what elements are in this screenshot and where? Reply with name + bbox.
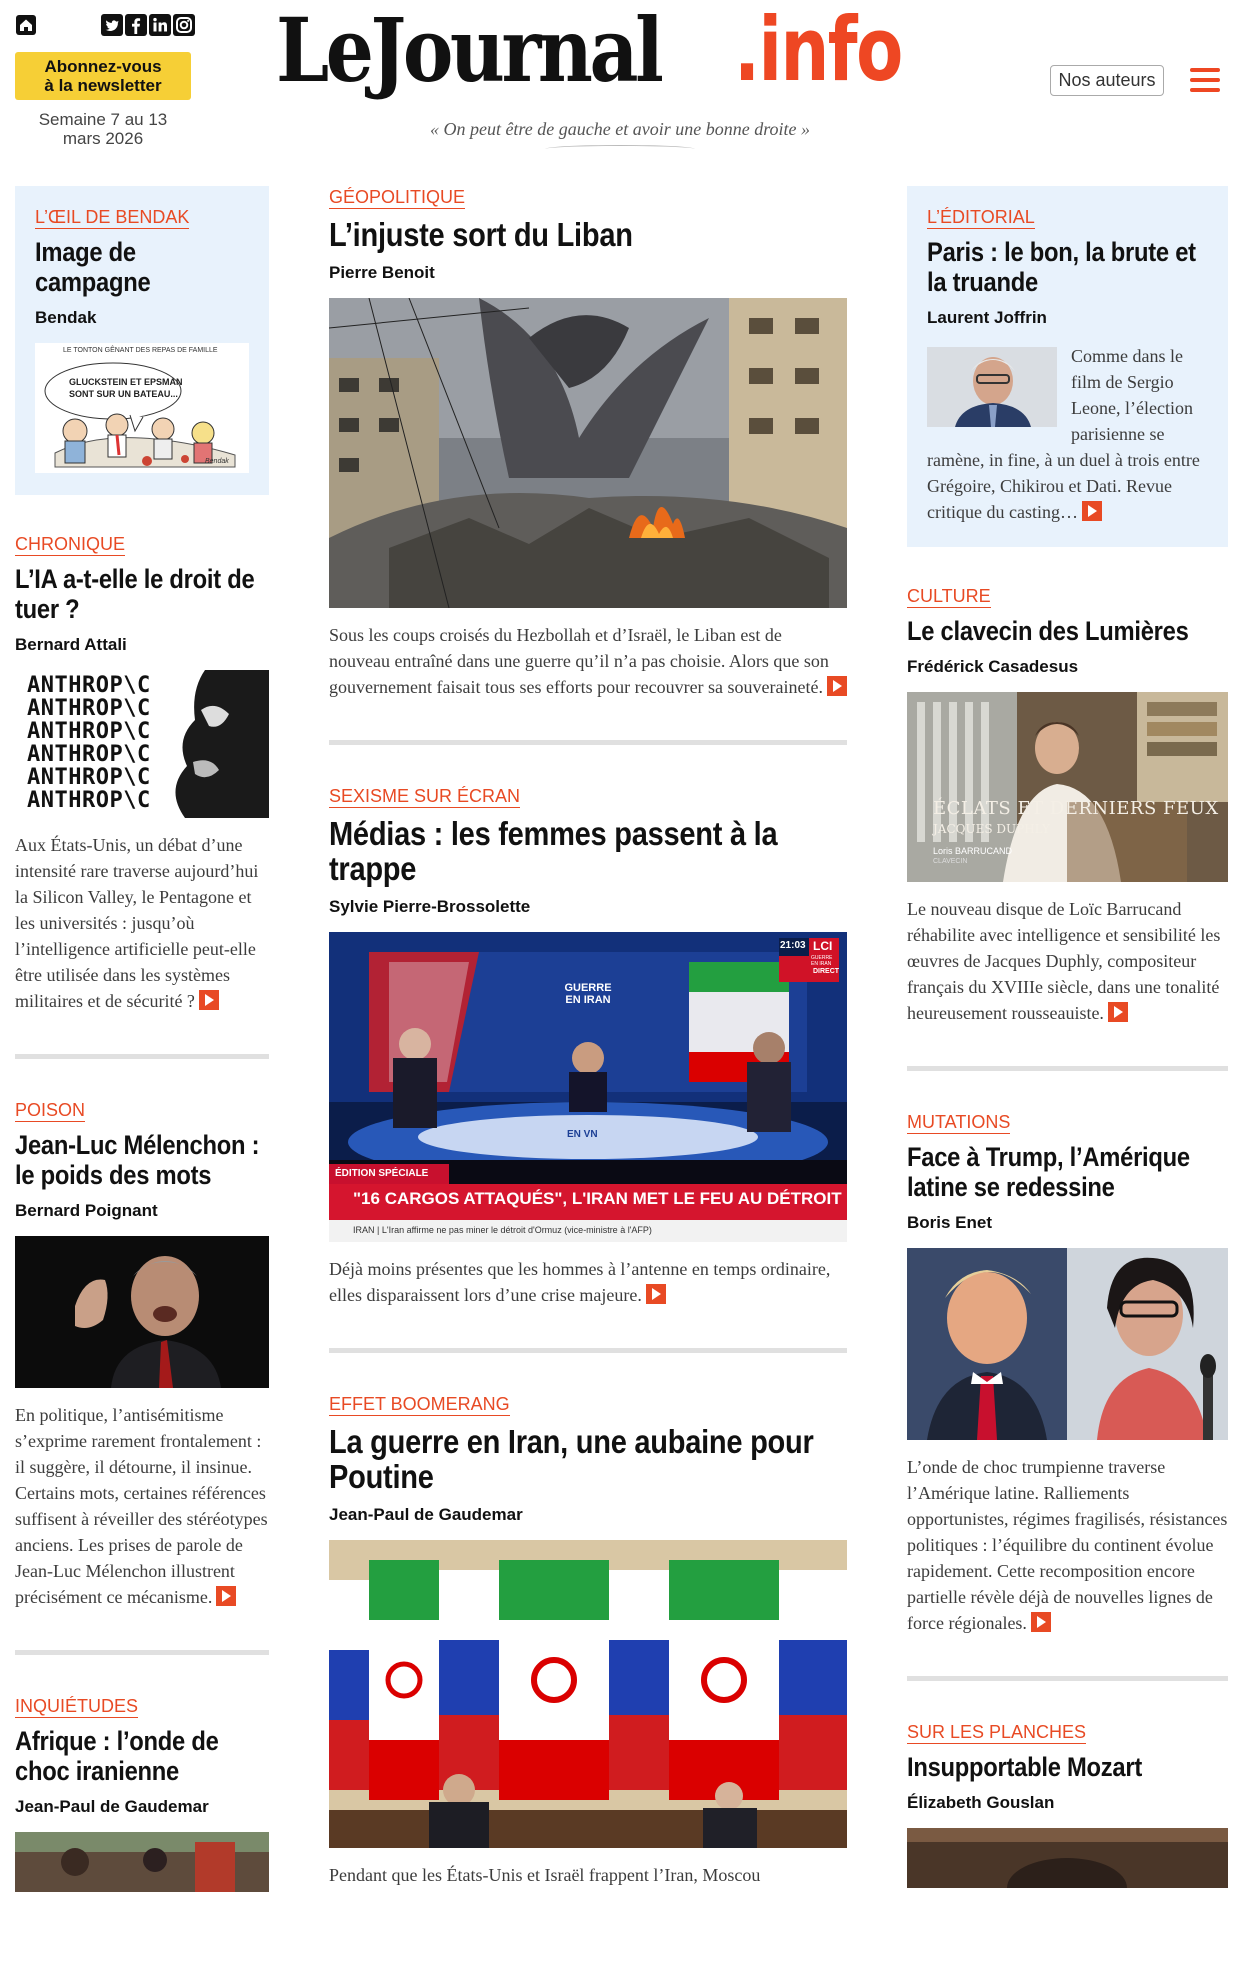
facebook-icon[interactable] bbox=[125, 14, 147, 36]
tv-screen-line: EN IRAN bbox=[565, 994, 611, 1006]
author-name[interactable]: Pierre Benoit bbox=[329, 263, 435, 282]
newsletter-button[interactable]: Abonnez-vous à la newsletter bbox=[15, 52, 191, 100]
article-excerpt: L’onde de choc trumpienne traverse l’Amérique latine. Ralliements opportunistes, régimes fragilisés, résistances politiques : l’équilibre du continent évolue rapidement. Cette recomposition encore partielle révèle déjà de nouvelles lignes de force régionales. bbox=[907, 1457, 1228, 1633]
cartoon-bubble-line-1: GLUCKSTEIN ET EPSMAN bbox=[69, 377, 183, 387]
separator bbox=[907, 1676, 1228, 1681]
tv-sub: GUERRE EN IRAN bbox=[811, 955, 833, 967]
kicker[interactable]: SEXISME SUR ÉCRAN bbox=[329, 786, 521, 806]
cartoon-image[interactable] bbox=[35, 343, 249, 473]
image-text-line: ANTHROP\C bbox=[27, 742, 151, 767]
image-text-line: ANTHROP\C bbox=[27, 673, 151, 698]
twitter-icon[interactable] bbox=[101, 14, 123, 36]
image-text-line: ANTHROP\C bbox=[27, 765, 151, 790]
article-image[interactable] bbox=[907, 1248, 1228, 1440]
kicker[interactable]: L’ÉDITORIAL bbox=[927, 207, 1035, 227]
logo-extension: .info bbox=[734, 0, 902, 101]
authors-button[interactable]: Nos auteurs bbox=[1050, 65, 1164, 96]
separator bbox=[15, 1054, 269, 1059]
article-title[interactable]: Le clavecin des Lumières bbox=[907, 616, 1189, 646]
album-title: ÉCLATS ET DERNIERS FEUX bbox=[933, 798, 1219, 819]
read-more-icon[interactable] bbox=[1108, 1002, 1128, 1022]
album-cover-image[interactable] bbox=[907, 692, 1228, 882]
article-card-ia[interactable] bbox=[15, 533, 269, 1014]
article-title[interactable]: L’IA a-t-elle le droit de tuer ? bbox=[15, 564, 255, 624]
week-label: Semaine 7 au 13 mars 2026 bbox=[38, 110, 168, 148]
article-title[interactable]: Face à Trump, l’Amérique latine se redessine bbox=[907, 1142, 1190, 1202]
kicker[interactable]: GÉOPOLITIQUE bbox=[329, 187, 466, 207]
logo-main: LeJournal bbox=[276, 0, 661, 102]
kicker[interactable]: INQUIÉTUDES bbox=[15, 1696, 139, 1716]
tv-channel: LCI bbox=[813, 939, 833, 953]
article-card-afrique[interactable] bbox=[15, 1695, 269, 1892]
left-column bbox=[15, 186, 269, 1892]
tv-headline: "16 CARGOS ATTAQUÉS", L'IRAN MET LE FEU AU DÉTROIT bbox=[353, 1189, 842, 1208]
separator bbox=[907, 1066, 1228, 1071]
article-card-trump[interactable] bbox=[907, 1111, 1228, 1636]
linkedin-icon[interactable] bbox=[149, 14, 171, 36]
article-excerpt: Le nouveau disque de Loïc Barrucand réhabilite avec intelligence et sensibilité les œuvres de Jacques Duphly, compositeur français du XVIIIe siècle, dans une tonalité heureusement rousseauiste. bbox=[907, 899, 1221, 1023]
article-card-poutine[interactable] bbox=[329, 1393, 847, 1888]
article-excerpt: En politique, l’antisémitisme s’exprime rarement frontalement : il suggère, il détourne, il insinue. Certains mots, certaines références suffisent à réveiller des stéréotypes anciens. Les prises de parole de Jean-Luc Mélenchon illustrent précisément ce mécanisme. bbox=[15, 1405, 268, 1607]
album-label: CLAVECIN bbox=[933, 858, 968, 865]
author-name[interactable]: Boris Enet bbox=[907, 1213, 993, 1232]
kicker[interactable]: MUTATIONS bbox=[907, 1112, 1011, 1132]
album-artist: Loris BARRUCAND bbox=[933, 846, 1013, 856]
article-excerpt: Comme dans le film de Sergio Leone, l’élection parisienne se ramène, in fine, à un duel à trois entre Grégoire, Chikirou et Dati. Revue critique du casting… bbox=[927, 346, 1200, 522]
tv-clock: 21:03 bbox=[780, 940, 806, 951]
image-text-line: ANTHROP\C bbox=[27, 719, 151, 744]
article-title[interactable]: L’injuste sort du Liban bbox=[329, 216, 633, 253]
read-more-icon[interactable] bbox=[1082, 501, 1102, 521]
home-icon[interactable] bbox=[15, 14, 37, 36]
album-composer: JACQUES DUPHLY bbox=[933, 822, 1050, 836]
separator bbox=[15, 1650, 269, 1655]
article-excerpt: Sous les coups croisés du Hezbollah et d’Israël, le Liban est de nouveau entraîné dans une guerre qu’il n’a pas choisie. Alors que son gouvernement faisait tous ses efforts pour recouvrer sa souveraineté. bbox=[329, 622, 847, 700]
article-excerpt: Déjà moins présentes que les hommes à l’antenne en temps ordinaire, elles disparaissent lors d’une crise majeure. bbox=[329, 1259, 831, 1305]
tv-ticker: IRAN | L'Iran affirme ne pas miner le détroit d'Ormuz (vice-ministre à l'AFP) bbox=[353, 1225, 652, 1235]
article-card-melenchon[interactable] bbox=[15, 1099, 269, 1610]
read-more-icon[interactable] bbox=[646, 1284, 666, 1304]
article-image[interactable] bbox=[15, 670, 269, 818]
cartoon-signature: Bendak bbox=[205, 458, 229, 465]
header-icons bbox=[15, 14, 190, 36]
middle-column bbox=[329, 186, 847, 1888]
author-name[interactable]: Bendak bbox=[35, 308, 97, 327]
article-card-liban[interactable] bbox=[329, 186, 847, 700]
tagline-divider bbox=[545, 145, 695, 153]
cartoon-bubble-line-2: SONT SUR UN BATEAU... bbox=[69, 389, 178, 399]
author-name[interactable]: Jean-Paul de Gaudemar bbox=[15, 1797, 209, 1816]
kicker[interactable]: L’ŒIL DE BENDAK bbox=[35, 207, 190, 227]
right-column bbox=[907, 186, 1228, 1888]
kicker[interactable]: EFFET BOOMERANG bbox=[329, 1394, 510, 1414]
article-card-editorial[interactable] bbox=[907, 186, 1228, 547]
article-title[interactable]: Médias : les femmes passent à la trappe bbox=[329, 815, 778, 887]
tv-special-banner: ÉDITION SPÉCIALE bbox=[335, 1168, 429, 1179]
tv-screen-line: GUERRE bbox=[564, 982, 612, 994]
kicker[interactable]: CHRONIQUE bbox=[15, 534, 126, 554]
article-card-medias[interactable] bbox=[329, 785, 847, 1308]
hamburger-menu-icon[interactable] bbox=[1190, 68, 1220, 92]
article-image[interactable] bbox=[15, 1832, 269, 1892]
article-title[interactable]: Image de campagne bbox=[35, 237, 151, 297]
author-name[interactable]: Sylvie Pierre-Brossolette bbox=[329, 897, 531, 916]
read-more-icon[interactable] bbox=[827, 676, 847, 696]
article-title[interactable]: La guerre en Iran, une aubaine pour Poutine bbox=[329, 1423, 814, 1495]
article-title[interactable]: Afrique : l’onde de choc iranienne bbox=[15, 1726, 219, 1786]
article-image[interactable] bbox=[329, 298, 847, 608]
image-text-line: ANTHROP\C bbox=[27, 696, 151, 721]
kicker[interactable]: CULTURE bbox=[907, 586, 991, 606]
article-card-clavecin[interactable] bbox=[907, 585, 1228, 1026]
tv-desk-logo: EN VN bbox=[567, 1129, 598, 1140]
instagram-icon[interactable] bbox=[173, 14, 195, 36]
author-name[interactable]: Frédérick Casadesus bbox=[907, 657, 1079, 676]
article-card-mozart[interactable] bbox=[907, 1721, 1228, 1888]
article-image[interactable] bbox=[329, 1540, 847, 1848]
article-title[interactable]: Jean-Luc Mélenchon : le poids des mots bbox=[15, 1130, 260, 1190]
cartoon-caption: LE TONTON GÊNANT DES REPAS DE FAMILLE bbox=[63, 347, 218, 354]
article-image[interactable] bbox=[329, 932, 847, 1242]
article-title[interactable]: Insupportable Mozart bbox=[907, 1752, 1142, 1782]
author-name[interactable]: Jean-Paul de Gaudemar bbox=[329, 1505, 523, 1524]
read-more-icon[interactable] bbox=[1031, 1612, 1051, 1632]
kicker[interactable]: POISON bbox=[15, 1100, 86, 1120]
article-title[interactable]: Paris : le bon, la brute et la truande bbox=[927, 237, 1196, 297]
article-image[interactable] bbox=[15, 1236, 269, 1388]
article-excerpt: Pendant que les États-Unis et Israël frappent l’Iran, Moscou bbox=[329, 1865, 761, 1885]
site-logo[interactable] bbox=[276, 0, 902, 102]
author-name[interactable]: Bernard Attali bbox=[15, 635, 127, 654]
article-card-bendak[interactable] bbox=[15, 186, 269, 495]
author-name[interactable]: Bernard Poignant bbox=[15, 1201, 158, 1220]
tagline: « On peut être de gauche et avoir une bonne droite » bbox=[429, 119, 811, 139]
article-excerpt: Aux États-Unis, un débat d’une intensité rare traverse aujourd’hui la Silicon Valley, le Pentagone et les universités : jusqu’où l’intelligence artificielle peut-elle être utilisée dans les systèmes militaires et de sécurité ? bbox=[15, 835, 259, 1011]
read-more-icon[interactable] bbox=[216, 1586, 236, 1606]
kicker[interactable]: SUR LES PLANCHES bbox=[907, 1722, 1087, 1742]
author-name[interactable]: Élizabeth Gouslan bbox=[907, 1793, 1055, 1812]
article-image[interactable] bbox=[907, 1828, 1228, 1888]
separator bbox=[329, 1348, 847, 1353]
author-name[interactable]: Laurent Joffrin bbox=[927, 308, 1047, 327]
author-photo[interactable] bbox=[927, 347, 1057, 427]
image-text-line: ANTHROP\C bbox=[27, 788, 151, 813]
tv-live: DIRECT bbox=[813, 968, 840, 975]
read-more-icon[interactable] bbox=[199, 990, 219, 1010]
separator bbox=[329, 740, 847, 745]
